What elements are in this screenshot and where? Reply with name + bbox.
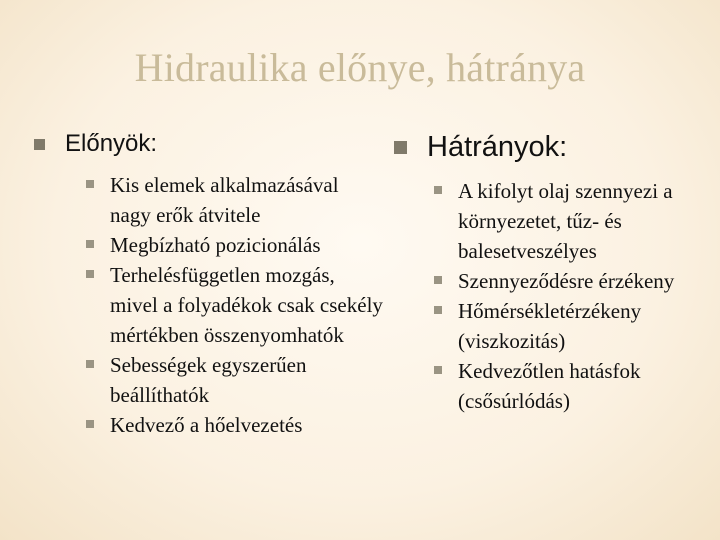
square-bullet-icon	[434, 276, 442, 284]
advantages-list	[86, 170, 384, 440]
list-item-text: Kedvezőtlen hatásfok (csősúrlódás)	[458, 359, 641, 413]
list-item	[86, 260, 384, 350]
disadvantages-heading-row	[394, 128, 714, 166]
list-item	[86, 170, 384, 230]
list-item	[434, 356, 714, 416]
list-item-text: Kedvező a hőelvezetés	[110, 413, 303, 437]
advantages-heading: Előnyök:	[65, 130, 158, 157]
list-item-text: Megbízható pozicionálás	[110, 233, 321, 257]
disadvantages-column	[394, 128, 714, 416]
advantages-heading-row	[34, 128, 384, 160]
square-bullet-icon	[86, 180, 94, 188]
list-item-text: Hőmérsékletérzékeny (viszkozitás)	[458, 299, 642, 353]
disadvantages-heading: Hátrányok:	[427, 131, 568, 163]
list-item-text: Terhelésfüggetlen mozgás, mivel a folyadékok csak csekély mértékben összenyomhatók	[110, 263, 383, 347]
list-item-text: A kifolyt olaj szennyezi a környezetet, tűz- és balesetveszélyes	[458, 179, 673, 263]
list-item	[434, 266, 714, 296]
list-item-text: Szennyeződésre érzékeny	[458, 269, 675, 293]
square-bullet-icon	[434, 306, 442, 314]
list-item	[86, 230, 384, 260]
disadvantages-list	[434, 176, 714, 416]
list-item	[434, 176, 714, 266]
list-item	[86, 410, 384, 440]
list-item	[86, 350, 384, 410]
list-item-text: Kis elemek alkalmazásával nagy erők átvitele	[110, 173, 339, 227]
square-bullet-icon	[86, 240, 94, 248]
square-bullet-icon	[434, 186, 442, 194]
list-item	[434, 296, 714, 356]
list-item-text: Sebességek egyszerűen beállíthatók	[110, 353, 307, 407]
slide-title: Hidraulika előnye, hátránya	[134, 45, 586, 90]
square-bullet-icon	[86, 420, 94, 428]
square-bullet-icon	[86, 270, 94, 278]
square-bullet-icon	[434, 366, 442, 374]
square-bullet-icon	[394, 141, 407, 154]
square-bullet-icon	[86, 360, 94, 368]
advantages-column	[34, 128, 384, 440]
square-bullet-icon	[34, 139, 45, 150]
